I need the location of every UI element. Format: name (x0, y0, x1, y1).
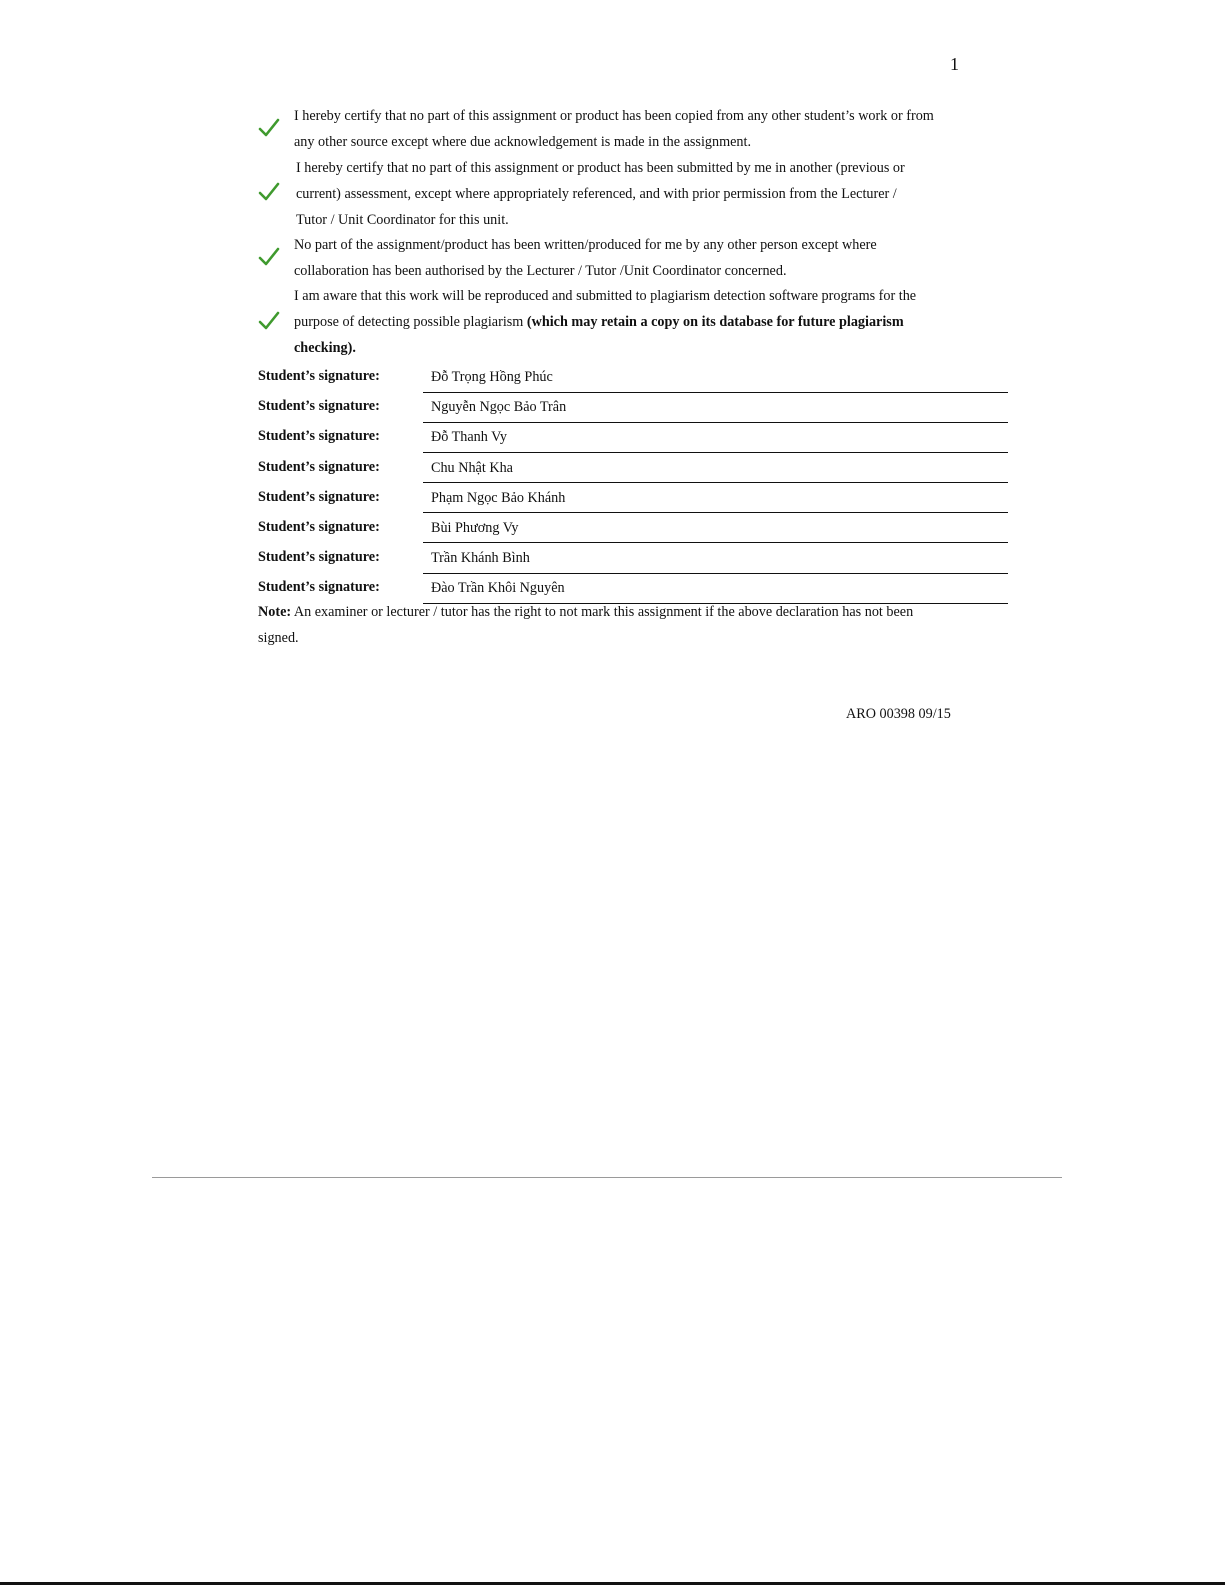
declaration-2 (256, 155, 986, 233)
check-icon (258, 182, 280, 202)
signature-label: Student’s signature: (258, 488, 380, 505)
signature-label: Student’s signature: (258, 428, 380, 445)
signature-label: Student’s signature: (258, 368, 380, 384)
signature-value: Đào Trần Khôi Nguyên (431, 580, 565, 597)
declaration-3-line-2: collaboration has been authorised by the Lecturer / Tutor /Unit Coordinator concerned. (294, 263, 787, 279)
check-icon (258, 118, 280, 138)
declaration-1 (256, 103, 986, 155)
signature-value: Chu Nhật Kha (431, 459, 513, 476)
declaration-2-line-3: Tutor / Unit Coordinator for this unit. (296, 212, 509, 228)
note-label: Note: (258, 604, 292, 620)
signature-cell (423, 544, 1008, 574)
signature-label: Student’s signature: (258, 579, 380, 596)
declaration-4-line-2 (294, 309, 986, 335)
check-icon (258, 311, 280, 331)
signature-label: Student’s signature: (258, 398, 380, 415)
signature-row (258, 454, 1008, 484)
signature-cell (423, 484, 1008, 514)
signature-table (258, 363, 1008, 605)
signature-value: Bùi Phương Vy (431, 519, 519, 536)
declaration-3-line-1: No part of the assignment/product has been written/produced for me by any other person except where (294, 237, 877, 253)
signature-label: Student’s signature: (258, 549, 380, 566)
declaration-4-line-2-normal: purpose of detecting possible plagiarism (294, 314, 527, 330)
signature-cell (423, 363, 1008, 393)
signature-row (258, 484, 1008, 514)
signature-value: Nguyễn Ngọc Bảo Trân (431, 399, 567, 416)
signature-row (258, 423, 1008, 453)
footer-rule (152, 1177, 1062, 1178)
declaration-4 (256, 283, 986, 361)
page-number: 1 (950, 54, 959, 74)
signature-row (258, 544, 1008, 574)
note-text: An examiner or lecturer / tutor has the right to not mark this assignment if the above declaration has not been (291, 604, 914, 620)
signature-cell (423, 454, 1008, 484)
declaration-4-line-2-bold: (which may retain a copy on its database for future plagiarism (526, 314, 904, 330)
note (258, 599, 958, 651)
declaration-1-line-1: I hereby certify that no part of this assignment or product has been copied from any other student’s work or from (294, 108, 934, 124)
check-icon (258, 247, 280, 267)
signature-label: Student’s signature: (258, 458, 380, 475)
signature-value: Trần Khánh Bình (431, 550, 530, 567)
declaration-2-line-1: I hereby certify that no part of this assignment or product has been submitted by me in another (previous or (296, 160, 905, 176)
signature-value: Đỗ Trọng Hồng Phúc (431, 369, 553, 385)
signature-row (258, 363, 1008, 393)
declaration-4-line-3: checking). (294, 340, 356, 356)
signature-cell (423, 423, 1008, 453)
signature-label: Student’s signature: (258, 518, 380, 535)
signature-cell (423, 514, 1008, 544)
signature-row (258, 514, 1008, 544)
document-code: ARO 00398 09/15 (846, 706, 951, 722)
signature-row (258, 393, 1008, 423)
declaration-4-line-1: I am aware that this work will be reproduced and submitted to plagiarism detection software programs for the (294, 288, 917, 304)
declaration-3 (256, 232, 986, 284)
note-line-2: signed. (258, 630, 299, 646)
signature-value: Phạm Ngọc Bảo Khánh (431, 489, 566, 506)
declaration-1-line-2: any other source except where due acknowledgement is made in the assignment. (294, 134, 751, 150)
note-line-1 (258, 599, 958, 625)
signature-cell (423, 393, 1008, 423)
signature-value: Đỗ Thanh Vy (431, 429, 507, 446)
declaration-2-line-2: current) assessment, except where appropriately referenced, and with prior permission from the Lecturer / (296, 186, 897, 202)
